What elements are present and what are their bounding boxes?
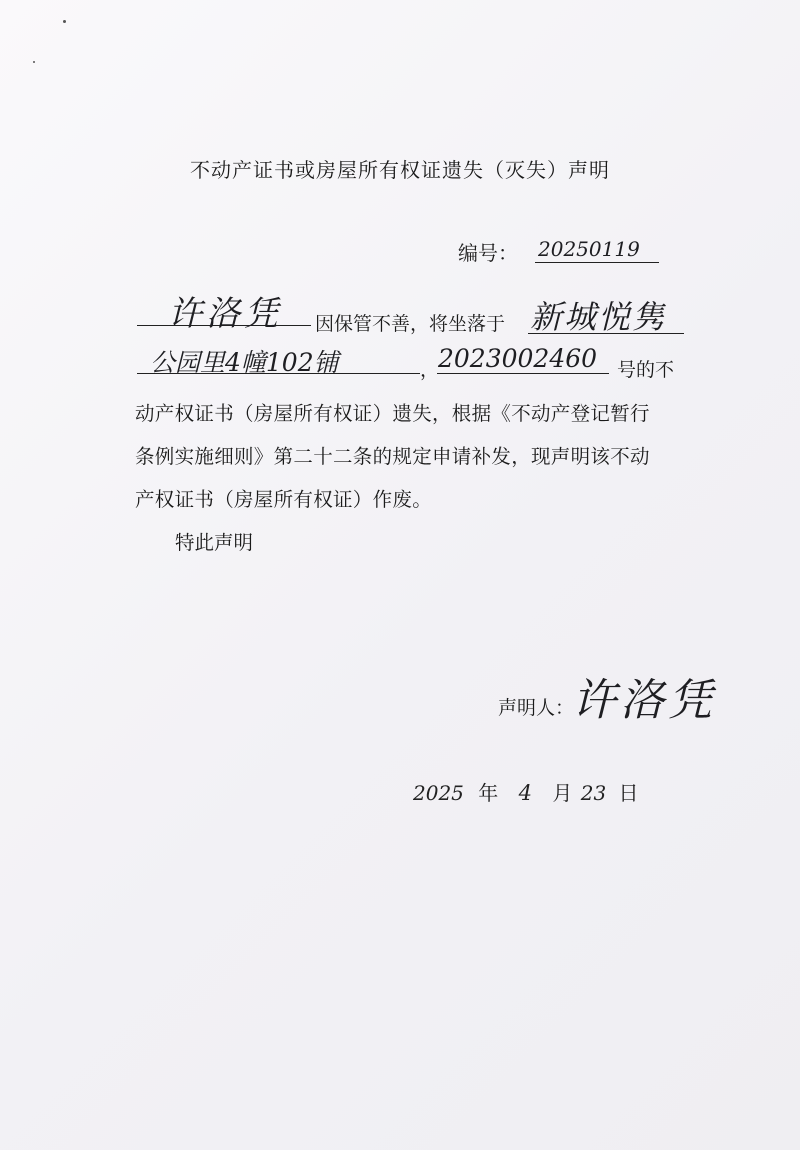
location-handwritten-1: 新城悦隽 <box>530 298 667 336</box>
phrase-number-of: 号的不 <box>617 359 675 381</box>
certificate-number-handwritten: 2023002460 <box>438 344 598 373</box>
date-month: 4 <box>518 781 532 805</box>
owner-name-handwritten: 许洛凭 <box>168 294 282 334</box>
serial-underline <box>535 262 659 263</box>
date-day-unit: 日 <box>618 781 639 805</box>
date-year: 2025 <box>413 781 464 805</box>
date-month-unit: 月 <box>552 781 573 805</box>
phrase-keeping: 因保管不善，将坐落于 <box>315 313 506 335</box>
location-handwritten-2: 公园里4幢102铺 <box>150 348 339 377</box>
body-line-4: 条例实施细则》第二十二条的规定申请补发，现声明该不动 <box>135 445 650 468</box>
body-line-5: 产权证书（房屋所有权证）作废。 <box>135 488 433 511</box>
serial-row <box>458 237 518 266</box>
paper-speck <box>33 61 35 63</box>
certificate-number-underline <box>437 373 609 374</box>
document-title: 不动产证书或房屋所有权证遗失（灭失）声明 <box>190 158 610 182</box>
body-line-3: 动产权证书（房屋所有权证）遗失，根据《不动产登记暂行 <box>135 402 650 425</box>
date-row <box>413 777 639 806</box>
comma: ， <box>420 359 440 381</box>
date-year-unit: 年 <box>478 781 499 805</box>
serial-value: 20250119 <box>538 237 640 261</box>
serial-label: 编号： <box>458 241 518 265</box>
declarant-label: 声明人： <box>498 697 575 719</box>
closing-statement: 特此声明 <box>175 531 254 554</box>
date-day: 23 <box>580 781 607 805</box>
declarant-signature: 许洛凭 <box>572 675 716 726</box>
paper-speck <box>63 20 66 23</box>
